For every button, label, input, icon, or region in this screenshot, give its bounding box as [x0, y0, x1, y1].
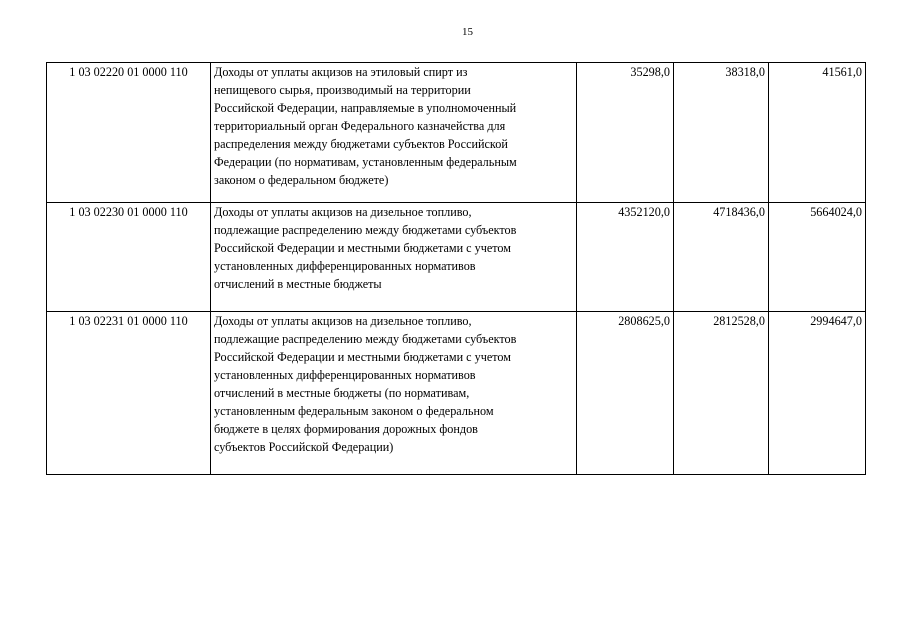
- description-line: Федерации (по нормативам, установленным федеральным: [214, 155, 517, 169]
- table-row: [47, 203, 866, 312]
- description-line: подлежащие распределению между бюджетами субъектов: [214, 223, 517, 237]
- budget-revenue-table: [46, 62, 866, 475]
- description-cell: [211, 63, 577, 203]
- budget-code-cell: 1 03 02230 01 0000 110: [47, 203, 211, 312]
- description-line: Российской Федерации, направляемые в уполномоченный: [214, 101, 517, 115]
- description-line: установленных дифференцированных нормативов: [214, 259, 476, 273]
- description-line: Доходы от уплаты акцизов на дизельное топливо,: [214, 205, 472, 219]
- description-line: законом о федеральном бюджете): [214, 173, 389, 187]
- value-cell-year-1: 35298,0: [577, 63, 674, 203]
- description-line: отчислений в местные бюджеты (по нормативам,: [214, 386, 470, 400]
- description-line: территориальный орган Федерального казначейства для: [214, 119, 506, 133]
- description-line: Доходы от уплаты акцизов на дизельное топливо,: [214, 314, 472, 328]
- description-line: Российской Федерации и местными бюджетами с учетом: [214, 350, 511, 364]
- budget-code-cell: 1 03 02220 01 0000 110: [47, 63, 211, 203]
- value-cell-year-1: 2808625,0: [577, 312, 674, 475]
- page-number: 15: [462, 26, 473, 38]
- table-row: [47, 63, 866, 203]
- description-cell: [211, 203, 577, 312]
- value-cell-year-1: 4352120,0: [577, 203, 674, 312]
- description-line: бюджете в целях формирования дорожных фондов: [214, 422, 478, 436]
- value-cell-year-2: 38318,0: [674, 63, 769, 203]
- description-line: установленным федеральным законом о федеральном: [214, 404, 494, 418]
- description-line: субъектов Российской Федерации): [214, 440, 394, 454]
- description-line: Российской Федерации и местными бюджетами с учетом: [214, 241, 511, 255]
- description-line: распределения между бюджетами субъектов Российской: [214, 137, 508, 151]
- value-cell-year-3: 41561,0: [769, 63, 866, 203]
- budget-code-cell: 1 03 02231 01 0000 110: [47, 312, 211, 475]
- description-cell: [211, 312, 577, 475]
- value-cell-year-2: 4718436,0: [674, 203, 769, 312]
- value-cell-year-3: 5664024,0: [769, 203, 866, 312]
- value-cell-year-3: 2994647,0: [769, 312, 866, 475]
- description-line: подлежащие распределению между бюджетами субъектов: [214, 332, 517, 346]
- description-line: отчислений в местные бюджеты: [214, 277, 382, 291]
- description-line: непищевого сырья, производимый на территории: [214, 83, 471, 97]
- description-line: Доходы от уплаты акцизов на этиловый спирт из: [214, 65, 468, 79]
- value-cell-year-2: 2812528,0: [674, 312, 769, 475]
- table-row: [47, 312, 866, 475]
- description-line: установленных дифференцированных нормативов: [214, 368, 476, 382]
